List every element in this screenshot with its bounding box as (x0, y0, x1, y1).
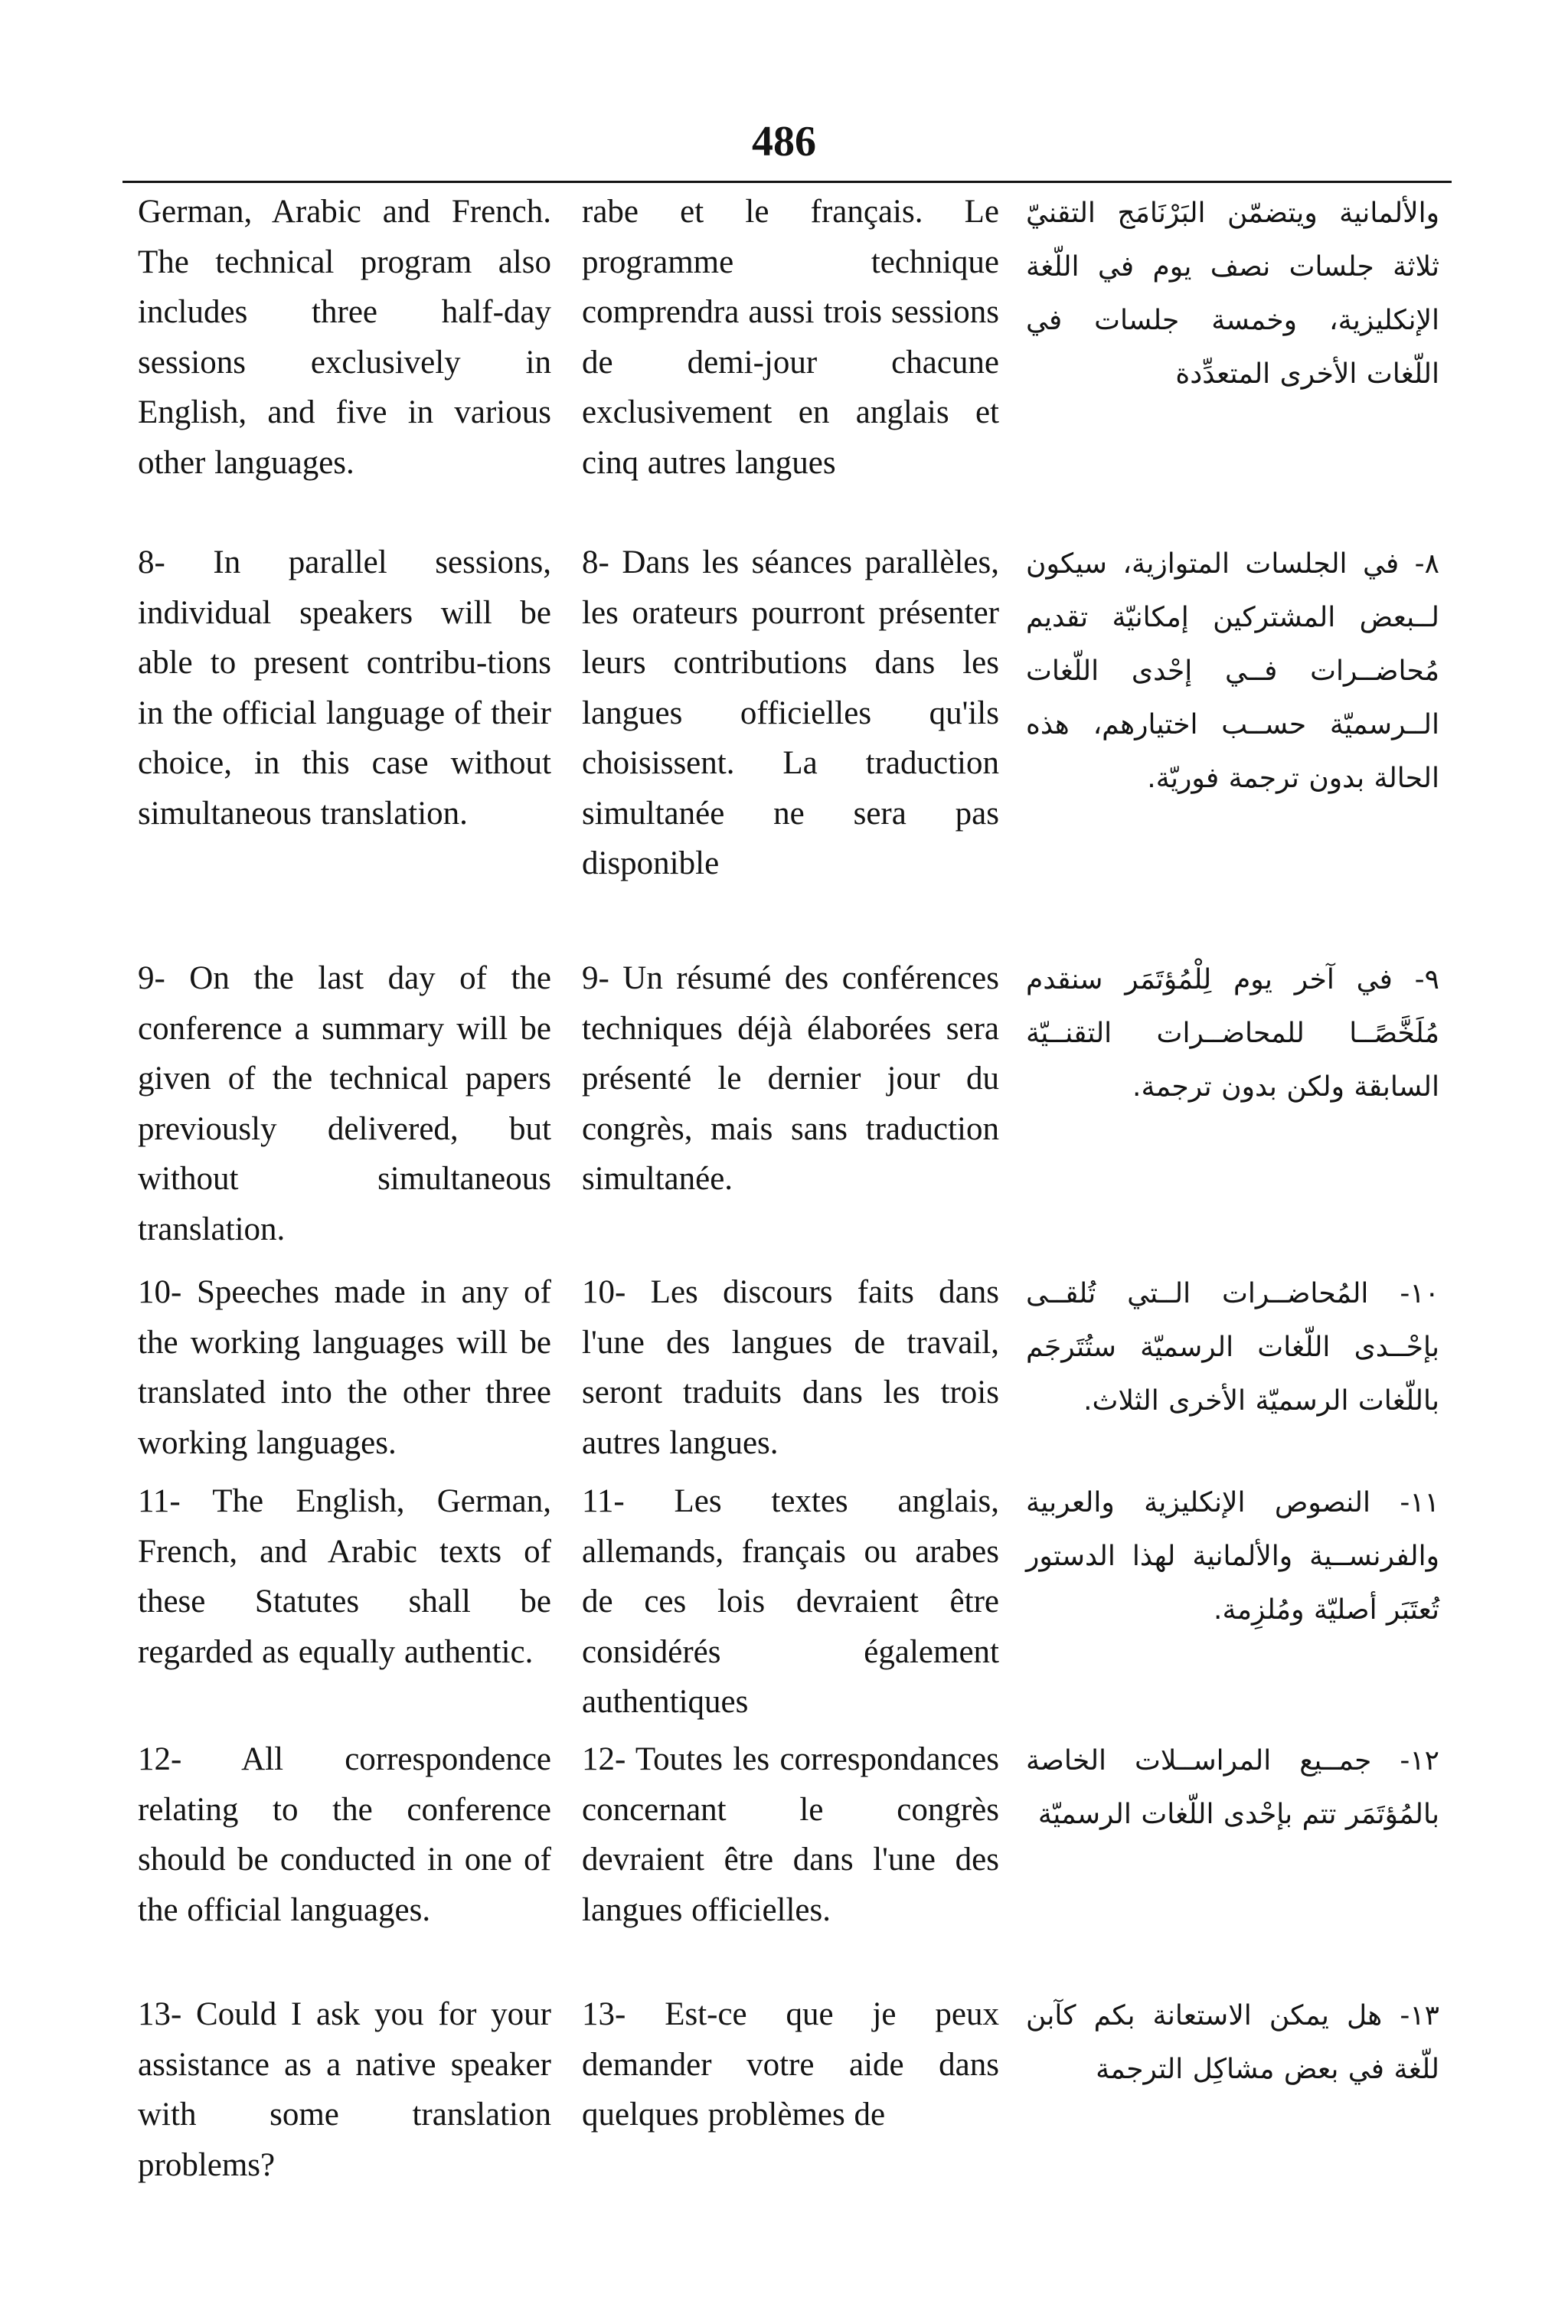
french-text: 11- Les textes anglais, allemands, français ou arabes de ces lois devraient être considérés également authentiques (582, 1483, 999, 1720)
arabic-text: ٩- في آخر يوم لِلْمُؤتَمَر سنقدم مُلَخَّصًــا للمحاضــرات التقنــيّة السابقة ولكن بدون ترجمة. (1026, 964, 1439, 1103)
french-text: 10- Les discours faits dans l'une des langues de travail, seront traduits dans les trois autres langues. (582, 1274, 999, 1461)
french-text: rabe et le français. Le programme technique comprendra aussi trois sessions de demi-jour chacune exclusivement en anglais et cinq autres langues (582, 194, 999, 481)
arabic-text: والألمانية ويتضمّن البَرْنَامَج التقنيّ ثلاثة جلسات نصف يوم في اللّغة الإنكليزية، وخمسة جلسات في اللّغات الأخرى المتعدِّدة (1026, 198, 1439, 390)
arabic-text: ١٠- المُحاضــرات الــتي تُلقــى بإحْــدى اللّغات الرسميّة ستُتَرجَم باللّغات الرسميّة الأخرى الثلاث. (1026, 1278, 1439, 1417)
arabic-text: ٨- في الجلسات المتوازية، سيكون لــبعض المشتركين إمكانيّة تقديم مُحاضــرات فــي إحْدى اللّغات الــرسميّة حســب اختيارهم، هذه الحالة بدون ترجمة فوريّة. (1026, 548, 1439, 794)
french-text: 8- Dans les séances parallèles, les orateurs pourront présenter leurs contributions dans les langues officielles qu'ils choisissent. La traduction simultanée ne sera pas disponible (582, 544, 999, 881)
page-number: 486 (752, 118, 816, 165)
arabic-text: ١٢- جمــيع المراســلات الخاصة بالمُؤتَمَر تتم بإحْدى اللّغات الرسميّة (1026, 1745, 1439, 1830)
english-text: 11- The English, German, French, and Arabic texts of these Statutes shall be regarded as equally authentic. (138, 1483, 551, 1670)
english-text: 12- All correspondence relating to the conference should be conducted in one of the official languages. (138, 1741, 551, 1928)
french-text: 12- Toutes les correspondances concernant le congrès devraient être dans l'une des langues officielles. (582, 1741, 999, 1928)
english-text: 10- Speeches made in any of the working languages will be translated into the other three working languages. (138, 1274, 551, 1461)
french-text: 13- Est-ce que je peux demander votre aide dans quelques problèmes de (582, 1996, 999, 2133)
english-text: 9- On the last day of the conference a summary will be given of the technical papers previously delivered, but without simultaneous translation. (138, 960, 551, 1247)
french-text: 9- Un résumé des conférences techniques déjà élaborées sera présenté le dernier jour du congrès, mais sans traduction simultanée. (582, 960, 999, 1197)
english-text: 8- In parallel sessions, individual speakers will be able to present contribu-tions in the official language of their choice, in this case without simultaneous translation. (138, 544, 551, 832)
header-rule (122, 181, 1452, 183)
english-text: 13- Could I ask you for your assistance as a native speaker with some translation problems? (138, 1996, 551, 2183)
english-text: German, Arabic and French. The technical program also includes three half-day sessions exclusively in English, and five in various other languages. (138, 194, 551, 481)
arabic-text: ١١- النصوص الإنكليزية والعربية والفرنســية والألمانية لهذا الدستور تُعتَبَر أصليّة ومُلزِمة. (1026, 1487, 1439, 1626)
arabic-text: ١٣- هل يمكن الاستعانة بكم كآبن للّغة في بعض مشاكِل الترجمة (1026, 2000, 1439, 2085)
